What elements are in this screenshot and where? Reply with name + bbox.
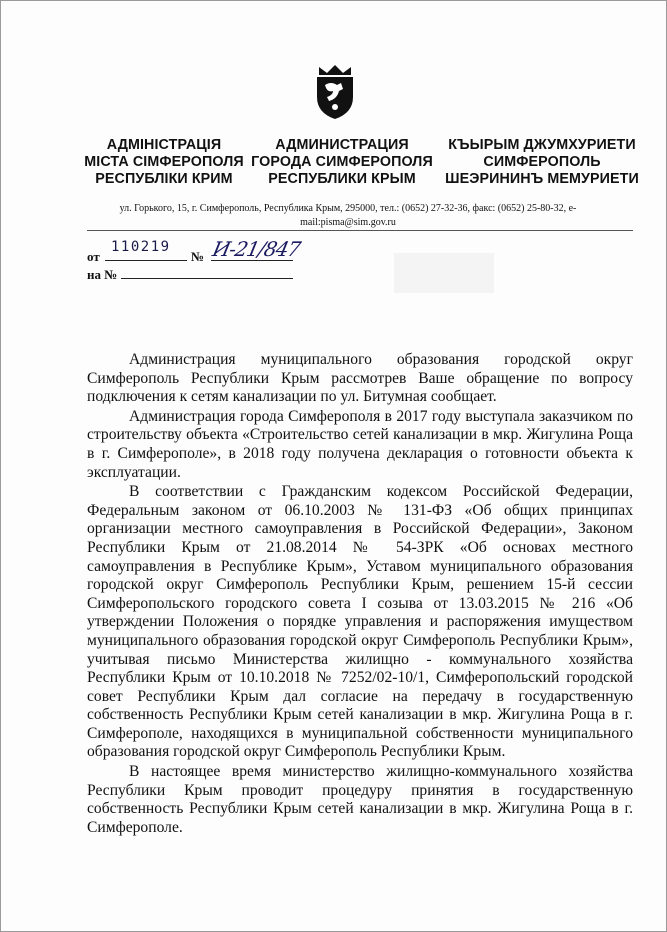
header-line: ГОРОДА СИМФЕРОПОЛЯ [251,154,433,170]
reply-underline [121,278,293,279]
number-underline [211,260,293,261]
registration-number: И-21/847 [210,237,303,261]
address-line: ул. Горького, 15, г. Симферополь, Республика Крым, 295000, тел.: (0652) 27-32-36, факс: (0652) 25-80-32, e- [119,203,577,214]
from-label: от [87,249,100,264]
reply-label: на № [87,267,118,282]
redacted-recipient [394,253,494,293]
header-crimean-tatar [433,137,651,188]
header-line: РЕСПУБЛІКИ КРИМ [95,171,233,187]
date-underline [105,260,187,261]
number-label: № [191,249,205,264]
body-paragraph: Администрация муниципального образования городской округ Симферополь Республики Крым рассмотрев Ваше обращение по вопросу подключения к сетям канализации по ул. Битумная сообщает. [87,351,633,406]
body-paragraph: В соответствии с Гражданским кодексом Российской Федерации, Федеральным законом от 06.10.2003 № 131-ФЗ «Об общих принципах организации местного самоуправления в Российской Федерации», Законом Республики Крым от 21.08.2014 № 54-ЗРК «Об основах местного самоуправления в Республике Крым», Уставом муниципального образования городской округ Симферополь Республики Крым, решением 15-й сессии Симферопольского городского совета I созыва от 13.03.2015 № 216 «Об утверждении Положения о порядке управления и распоряжения имуществом муниципального образования городской округ Симферополь Республики Крым», учитывая письмо Министерства жилищно - коммунального хозяйства Республики Крым от 10.10.2018 № 7252/02-10/1, Симферопольский городской совет Республики Крым дал согласие на передачу в государственную собственность Республики Крым сетей канализации в мкр. Жигулина Роща в г. Симферополе, находящихся в муниципальной собственности муниципального образования городской округ Симферополь Республики Крым. [87,483,633,761]
body-paragraph: Администрация города Симферополя в 2017 году выступала заказчиком по строительству объекта «Строительство сетей канализации в мкр. Жигулина Роща в г. Симферополе», в 2018 году получена декларация о готовности объекта к эксплуатации. [87,407,633,481]
header-line: СИМФЕРОПОЛЬ [483,154,601,170]
header-line: АДМІНІСТРАЦІЯ [106,137,222,153]
address-block [113,202,583,230]
letter-body [87,351,633,838]
header-divider [87,230,633,231]
email-line: mail:pisma@sim.gov.ru [300,217,396,228]
header-line: РЕСПУБЛИКИ КРЫМ [268,171,416,187]
header-line: КЪЫРЫМ ДЖУМХУРИЕТИ [448,137,636,153]
crimea-coat-of-arms-icon [313,63,357,121]
header-line: МІСТА СІМФЕРОПОЛЯ [84,154,244,170]
registration-date: 110219 [111,239,171,255]
header-line: АДМИНИСТРАЦИЯ [275,137,409,153]
header-russian [237,137,447,188]
header-line: ШЕЭРИНИНЪ МЕМУРИЕТИ [445,171,639,187]
body-paragraph: В настоящее время министерство жилищно-коммунального хозяйства Республики Крым проводит процедуру принятия в государственную собственность Республики Крым сетей канализации в мкр. Жигулина Роща в г. Симферополе. [87,763,633,836]
